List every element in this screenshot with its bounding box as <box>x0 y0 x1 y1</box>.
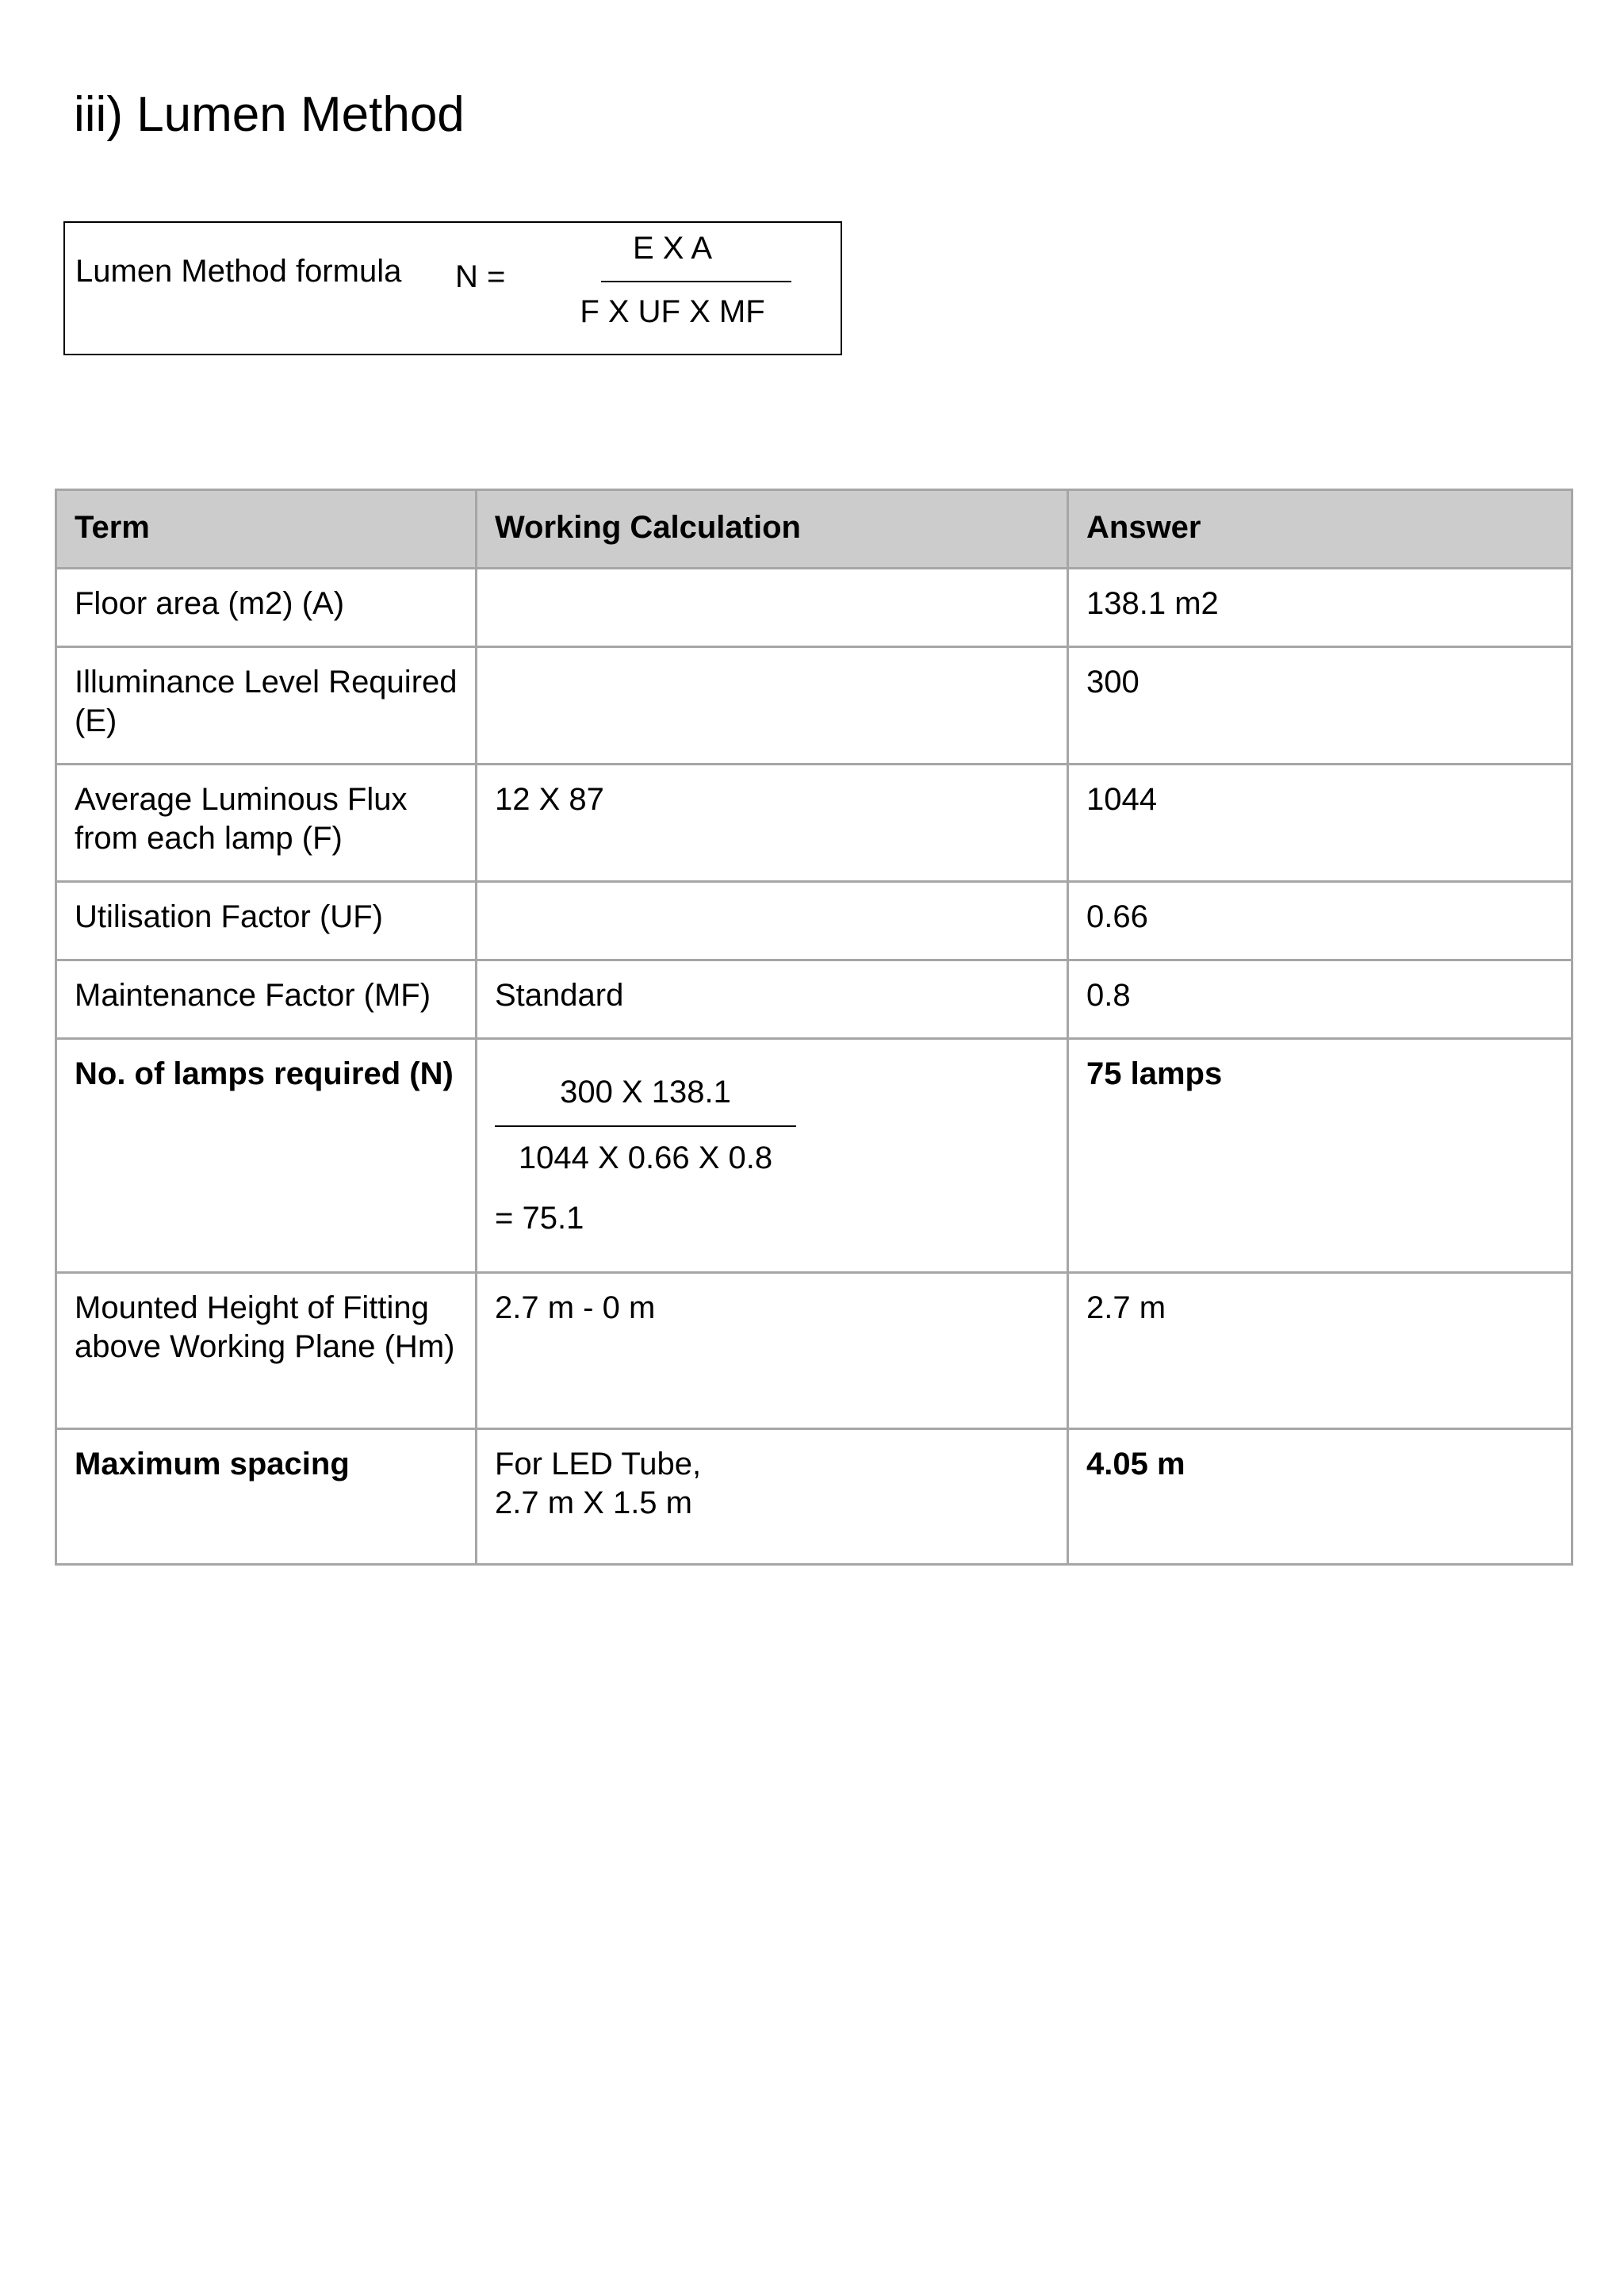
fraction-bar <box>601 281 791 282</box>
lamp-count-fraction <box>495 1073 796 1178</box>
formula-numerator: E X A <box>632 231 713 266</box>
calc-result: = 75.1 <box>495 1201 584 1236</box>
answer-cell: 2.7 m <box>1068 1273 1572 1429</box>
column-header-working-calculation: Working Calculation <box>477 490 1068 569</box>
calc-cell <box>477 647 1068 765</box>
table-row <box>56 960 1572 1039</box>
table-header-row <box>56 490 1572 569</box>
calc-cell <box>477 569 1068 647</box>
answer-cell: 75 lamps <box>1068 1039 1572 1273</box>
column-header-answer: Answer <box>1068 490 1572 569</box>
term-cell: Average Luminous Flux from each lamp (F) <box>56 765 477 882</box>
table-row <box>56 765 1572 882</box>
answer-cell: 300 <box>1068 647 1572 765</box>
answer-cell: 138.1 m2 <box>1068 569 1572 647</box>
calc-denominator: 1044 X 0.66 X 0.8 <box>518 1140 773 1175</box>
calc-cell <box>477 882 1068 960</box>
answer-cell: 1044 <box>1068 765 1572 882</box>
table-row <box>56 647 1572 765</box>
term-cell: Maintenance Factor (MF) <box>56 960 477 1039</box>
calc-line: 2.7 m X 1.5 m <box>495 1485 692 1520</box>
calc-cell: Standard <box>477 960 1068 1039</box>
formula-fraction <box>539 228 806 332</box>
calc-cell <box>477 1039 1068 1273</box>
fraction-bar <box>495 1125 796 1127</box>
answer-cell: 0.8 <box>1068 960 1572 1039</box>
page-title: iii) Lumen Method <box>74 87 465 142</box>
table-row <box>56 882 1572 960</box>
term-cell: Maximum spacing <box>56 1429 477 1565</box>
calc-numerator: 300 X 138.1 <box>560 1075 731 1110</box>
lumen-calculation-table <box>55 489 1573 1566</box>
calc-cell: 2.7 m - 0 m <box>477 1273 1068 1429</box>
formula-lhs: N = <box>455 259 506 294</box>
table-row <box>56 1273 1572 1429</box>
answer-cell: 4.05 m <box>1068 1429 1572 1565</box>
calc-cell <box>477 1429 1068 1565</box>
term-cell: No. of lamps required (N) <box>56 1039 477 1273</box>
formula-denominator: F X UF X MF <box>580 294 765 329</box>
formula-label: Lumen Method formula <box>75 254 402 289</box>
term-cell: Mounted Height of Fitting above Working Plane (Hm) <box>56 1273 477 1429</box>
term-cell: Illuminance Level Required (E) <box>56 647 477 765</box>
calc-cell: 12 X 87 <box>477 765 1068 882</box>
table-row <box>56 1039 1572 1273</box>
table-row <box>56 1429 1572 1565</box>
answer-cell: 0.66 <box>1068 882 1572 960</box>
calc-line: For LED Tube, <box>495 1447 702 1481</box>
term-cell: Floor area (m2) (A) <box>56 569 477 647</box>
term-cell: Utilisation Factor (UF) <box>56 882 477 960</box>
column-header-term: Term <box>56 490 477 569</box>
table-row <box>56 569 1572 647</box>
formula-box <box>63 221 842 355</box>
